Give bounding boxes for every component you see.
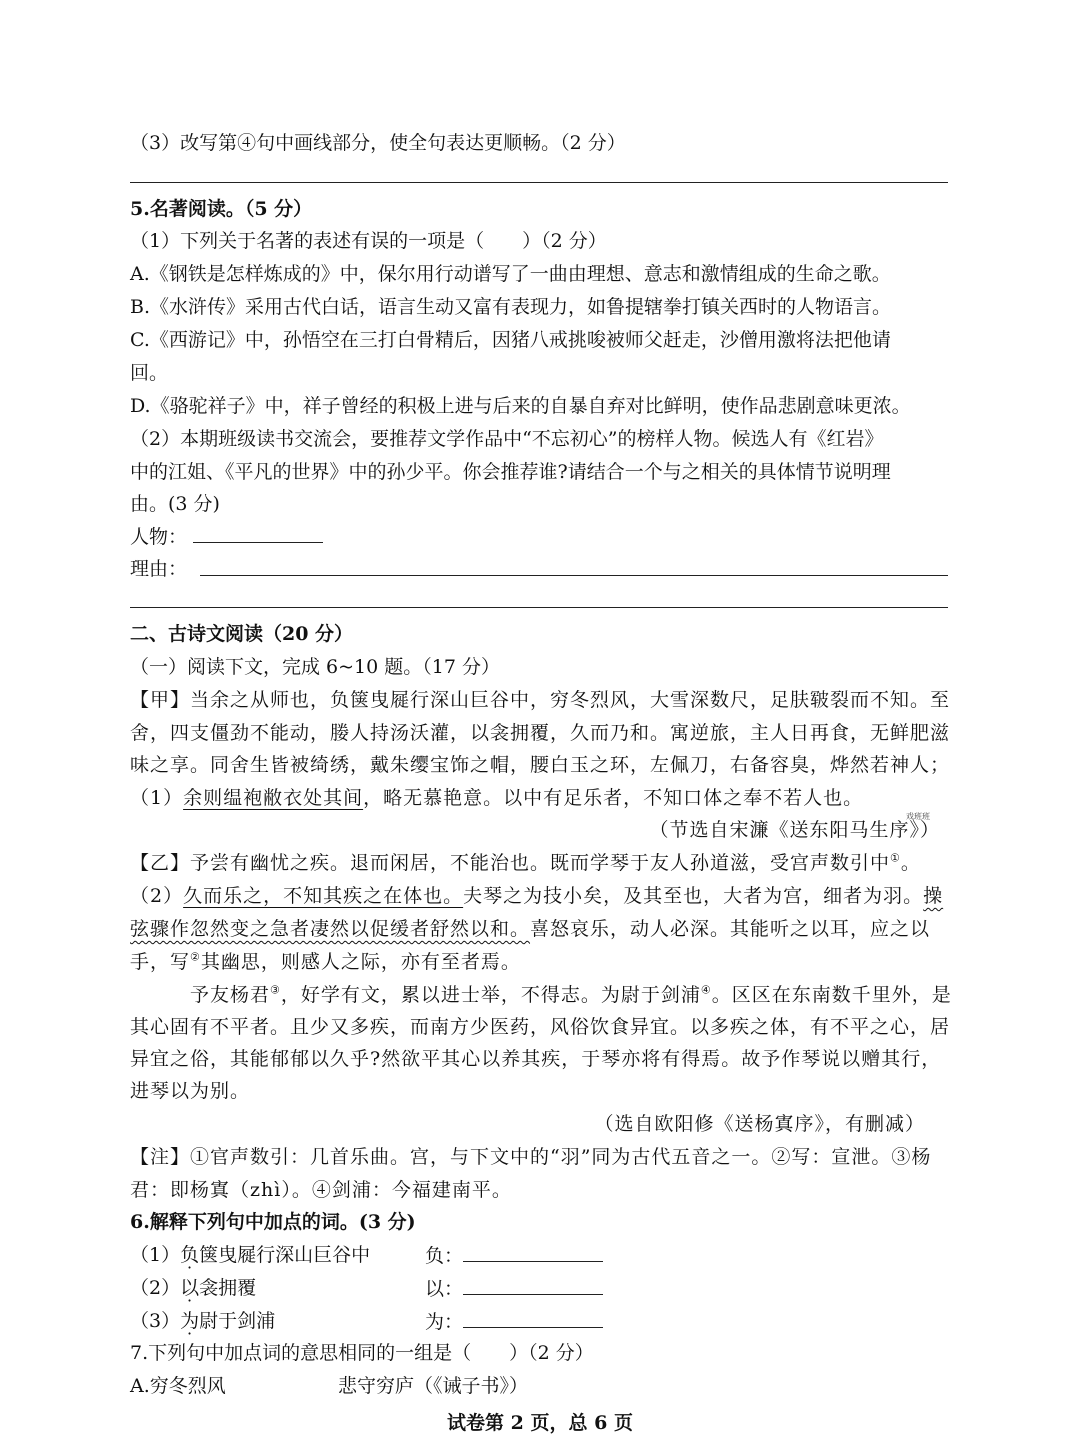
answer-blank-2[interactable] xyxy=(463,1276,603,1295)
passage-jia-line-3: 味之享。同舍生皆被绮绣，戴朱缨宝饰之帽，腰白玉之环，左佩刀，右备容臭，烨然若神人； xyxy=(130,754,951,776)
question-6-item-1: （1）负箧曳屣行深山巨谷中 负： xyxy=(130,1243,950,1267)
question-6-title: 6.解释下列句中加点的词。(3 分) xyxy=(130,1211,416,1233)
answer-blank-3[interactable] xyxy=(463,1309,603,1328)
answer-line xyxy=(130,182,948,183)
wavy-sentence: 弦骤作忽然变之急者凄然以促缓者舒然以和。 xyxy=(130,918,531,940)
passage-yi-line-5: 予友杨君③，好学有文，累以进士举，不得志。为尉于剑浦④。区区在东南数千里外，是 xyxy=(190,983,952,1006)
passage-yi-line-8: 进琴以为别。 xyxy=(130,1080,251,1102)
reason-field xyxy=(130,557,950,581)
underlined-sentence-2: 久而乐之，不知其疾之在体也。 xyxy=(183,885,464,907)
passage-yi-line-3: 弦骤作忽然变之急者凄然以促缓者舒然以和。喜怒哀乐，动人必深。其能听之以耳，应之以 xyxy=(130,918,931,940)
source-jia: （节选自宋濂《送东阳马生序》） xyxy=(649,819,940,841)
question-5-2-cont2: 由。(3 分) xyxy=(130,493,220,515)
page-footer: 试卷第 2 页，总 6 页 xyxy=(447,1412,633,1434)
person-field xyxy=(130,524,950,549)
passage-jia-line-2: 舍，四支僵劲不能动，媵人持汤沃灌，以衾拥覆，久而乃和。寓逆旅，主人日再食，无鲜肥滋 xyxy=(130,722,951,744)
question-5-1: （1）下列关于名著的表述有误的一项是（ ）（2 分） xyxy=(130,230,607,252)
question-7-title: 7.下列句中加点词的意思相同的一组是（ ）（2 分） xyxy=(130,1342,594,1364)
section-2-title: 二、古诗文阅读（20 分） xyxy=(130,623,354,645)
option-a: A.《钢铁是怎样炼成的》中，保尔用行动谱写了一曲由理想、意志和激情组成的生命之歌。 xyxy=(130,263,891,285)
notes-line-1: 【注】①官声数引：几首乐曲。宫，与下文中的“羽”同为古代五音之一。②写：宣泄。③杨 xyxy=(130,1146,932,1168)
question-5-2: （2）本期班级读书交流会，要推荐文学作品中“不忘初心”的榜样人物。候选人有《红岩》 xyxy=(130,428,884,450)
notes-line-2: 君：即杨寘（zhì）。④剑浦：今福建南平。 xyxy=(130,1179,512,1201)
person-blank[interactable] xyxy=(193,524,323,543)
option-b: B.《水浒传》采用古代白话，语言生动又富有表现力，如鲁提辖拳打镇关西时的人物语言。 xyxy=(130,296,892,318)
question-6-item-2: （2）以衾拥覆 以： xyxy=(130,1276,950,1300)
underlined-sentence-1: 余则缊袍敝衣处其间 xyxy=(183,787,364,809)
question-5-title: 5.名著阅读。（5 分） xyxy=(130,198,313,220)
margin-note: 戏班班 xyxy=(906,812,930,821)
passage-yi-line-1: 【乙】予尝有幽忧之疾。退而闲居，不能治也。既而学琴于友人孙道滋，受宫声数引中①。 xyxy=(130,851,921,874)
source-yi: （选自欧阳修《送杨寘序》，有删减） xyxy=(594,1113,925,1135)
question-7-option-a: A.穷冬烈风 悲守穷庐（《诫子书》） xyxy=(130,1375,529,1397)
question-5-2-cont: 中的江姐、《平凡的世界》中的孙少平。你会推荐谁?请结合一个与之相关的具体情节说明理 xyxy=(130,461,891,483)
passage-jia-line-1: 【甲】当余之从师也，负箧曳屣行深山巨谷中，穷冬烈风，大雪深数尺，足肤皲裂而不知。至 xyxy=(130,689,951,711)
passage-yi-line-2: （2）久而乐之，不知其疾之在体也。夫琴之为技小矣，及其至也，大者为宫，细者为羽。操 xyxy=(130,885,944,907)
reason-blank[interactable] xyxy=(200,575,948,576)
person-label: 人物： xyxy=(130,526,188,548)
passage-yi-line-7: 异宜之俗，其能郁郁以久乎?然欲平其心以养其疾，于琴亦将有得焉。故予作琴说以赠其行， xyxy=(130,1048,942,1070)
option-c: C.《西游记》中，孙悟空在三打白骨精后，因猪八戒挑唆被师父赶走，沙僧用激将法把他请 xyxy=(130,329,891,351)
question-4-3: （3）改写第④句中画线部分，使全句表达更顺畅。（2 分） xyxy=(130,132,626,154)
option-d: D.《骆驼祥子》中，祥子曾经的积极上进与后来的自暴自弃对比鲜明，使作品悲剧意味更浓。 xyxy=(130,395,911,417)
reason-blank-2[interactable] xyxy=(130,607,948,608)
question-6-item-3: （3）为尉于剑浦 为： xyxy=(130,1309,950,1333)
option-c-cont: 回。 xyxy=(130,362,169,384)
reason-label: 理由： xyxy=(130,558,188,580)
passage-yi-line-6: 其心固有不平者。且少又多疾，而南方少医药，风俗饮食异宜。以多疾之体，有不平之心，居 xyxy=(130,1016,951,1038)
part-1-heading: （一）阅读下文，完成 6~10 题。（17 分） xyxy=(130,656,500,678)
passage-jia-line-4: （1）余则缊袍敝衣处其间，略无慕艳意。以中有足乐者，不知口体之奉不若人也。 xyxy=(130,787,864,809)
passage-yi-line-4: 手，写②其幽思，则感人之际，亦有至者焉。 xyxy=(130,950,521,973)
answer-blank-1[interactable] xyxy=(463,1243,603,1262)
